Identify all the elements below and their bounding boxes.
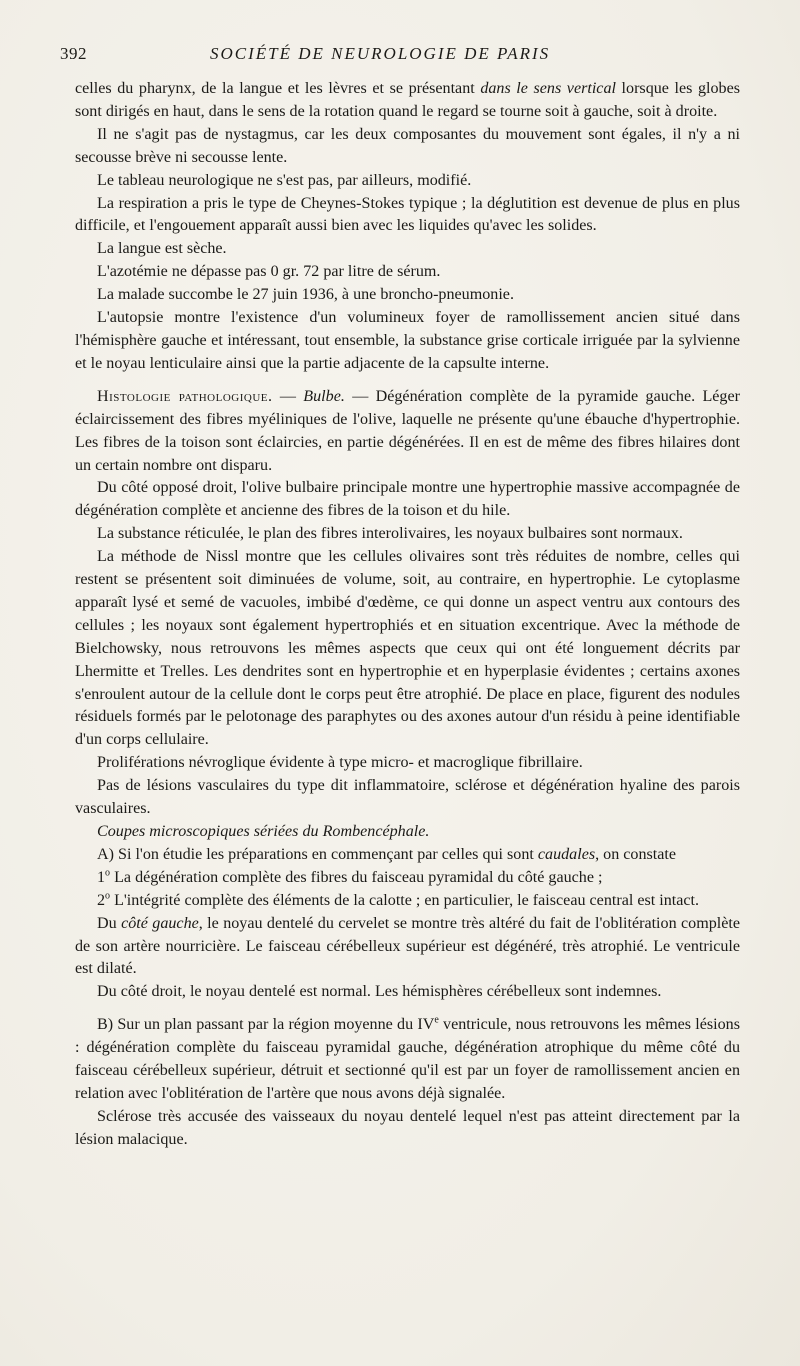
paragraph-17	[75, 867, 740, 890]
text-run: ventricule, nous retrouvons les mêmes lésions : dégénération complète du faisceau pyramidal gauche, dégénération atrophique du même côté du faisceau cérébelleux supérieur, détruit et sectionné qu'il est par un foyer de ramollissement ancien en relation avec l'oblitération de l'artère que nous avons déjà signalée.	[75, 1016, 740, 1102]
italic-run: côté gauche	[121, 914, 199, 932]
superscript: o	[105, 867, 111, 879]
text-run: L'intégrité complète des éléments de la calotte ; en particulier, le faisceau central est intact.	[110, 891, 700, 909]
page-number: 392	[60, 44, 87, 63]
paragraph-12: La méthode de Nissl montre que les cellules olivaires sont très réduites de nombre, celles qui restent se présentent soit diminuées de volume, soit, au contraire, en hypertrophie. Le cytoplasme apparaît lysé et semé de vacuoles, imbibé d'œdème, ce qui donne un aspect ventru aux contours des cellules ; les noyaux sont également hypertrophiés et en situation excentrique. Avec la méthode de Bielchowsky, nous retrouvons les mêmes aspects que ceux qui ont été longuement décrits par Lhermitte et Trelles. Les dendrites sont en hypertrophie et en hyperplasie évidentes ; certains axones s'enroulent autour de la cellule dont le corps peut être atrophié. De place en place, figurent des nodules résiduels formés par le pelotonage des paraphytes ou des axones autour d'un résidu à peine identifiable d'un corps cellulaire.	[75, 548, 740, 749]
text-run: — Dégénération complète de la pyramide gauche. Léger éclaircissement des fibres myéliniques de l'olive, laquelle ne présente qu'une ébauche d'hypertrophie. Les fibres de la toison sont éclaircies, en partie dégénérées. Il en est de même des fibres hilaires dont un certain nombre ont disparu.	[75, 387, 740, 474]
text-run: A) Si l'on étudie les préparations en commençant par celles qui sont	[97, 845, 538, 863]
paragraph-16	[75, 844, 740, 867]
body-text	[75, 78, 740, 1152]
text-run: , on constate	[595, 845, 677, 863]
paragraph-21	[75, 1014, 740, 1106]
running-head: SOCIÉTÉ DE NEUROLOGIE DE PARIS	[210, 44, 551, 63]
text-run: —	[272, 387, 304, 405]
page-header	[60, 44, 740, 68]
italic-run: dans le sens vertical	[480, 80, 616, 97]
section-heading: Histologie pathologique.	[97, 387, 273, 405]
subheading-bulbe: Bulbe.	[303, 387, 345, 405]
subheading-coupes: Coupes microscopiques sériées du Rombencéphale.	[97, 823, 430, 840]
list-number: 2	[97, 891, 106, 909]
text-run: celles du pharynx, de la langue et les lèvres et se présentant	[75, 80, 481, 97]
superscript: e	[434, 1014, 439, 1026]
paragraph-2: Il ne s'agit pas de nystagmus, car les deux composantes du mouvement sont égales, il n'y a ni secousse brève ni secousse lente.	[75, 125, 740, 166]
text-run: B) Sur un plan passant par la région moyenne du IV	[97, 1016, 435, 1034]
paragraph-histology	[75, 386, 740, 478]
paragraph-6: L'azotémie ne dépasse pas 0 gr. 72 par litre de sérum.	[97, 263, 441, 281]
italic-run: caudales	[537, 845, 596, 863]
text-run: , le noyau dentelé du cervelet se montre très altéré du fait de l'oblitération complète de son artère nourricière. Le faisceau cérébelleux supérieur est dégénéré, très atrophié. Le ventricule est dilaté.	[75, 914, 741, 978]
paragraph-8: L'autopsie montre l'existence d'un volumineux foyer de ramollissement ancien situé dans l'hémisphère gauche et intéressant, tout ensemble, la substance grise corticale irriguée par la sylvienne et le noyau lenticulaire ainsi que la partie adjacente de la capsulte interne.	[75, 309, 740, 372]
paragraph-13: Proliférations névroglique évidente à type micro- et macroglique fibrillaire.	[97, 754, 583, 772]
paragraph-18	[75, 890, 740, 913]
paragraph-22: Sclérose très accusée des vaisseaux du noyau dentelé lequel n'est pas atteint directement par la lésion malacique.	[75, 1107, 740, 1148]
paragraph-5: La langue est sèche.	[97, 240, 227, 258]
paragraph-1	[75, 78, 740, 124]
paragraph-10: Du côté opposé droit, l'olive bulbaire principale montre une hypertrophie massive accompagnée de dégénération complète et ancienne des fibres de la toison et du hile.	[75, 479, 740, 520]
paragraph-4: La respiration a pris le type de Cheynes-Stokes typique ; la déglutition est devenue de plus en plus difficile, et l'engouement apparaît aussi bien avec les liquides qu'avec les solides.	[75, 194, 740, 235]
paragraph-19	[75, 913, 740, 982]
paragraph-3: Le tableau neurologique ne s'est pas, par ailleurs, modifié.	[97, 171, 472, 189]
text-run: Du	[97, 914, 122, 932]
text-run: lorsque les globes sont dirigés en haut, dans le sens de la rotation quand le regard se tourne soit à gauche, soit à droite.	[75, 80, 740, 120]
paragraph-7: La malade succombe le 27 juin 1936, à une broncho-pneumonie.	[97, 286, 514, 304]
superscript: o	[105, 890, 111, 902]
text-run: La dégénération complète des fibres du faisceau pyramidal du côté gauche ;	[110, 868, 603, 886]
paragraph-14: Pas de lésions vasculaires du type dit inflammatoire, sclérose et dégénération hyaline des parois vasculaires.	[75, 777, 740, 818]
paragraph-11: La substance réticulée, le plan des fibres interolivaires, les noyaux bulbaires sont normaux.	[97, 525, 683, 543]
paragraph-20: Du côté droit, le noyau dentelé est normal. Les hémisphères cérébelleux sont indemnes.	[97, 983, 662, 1001]
list-number: 1	[97, 868, 106, 886]
